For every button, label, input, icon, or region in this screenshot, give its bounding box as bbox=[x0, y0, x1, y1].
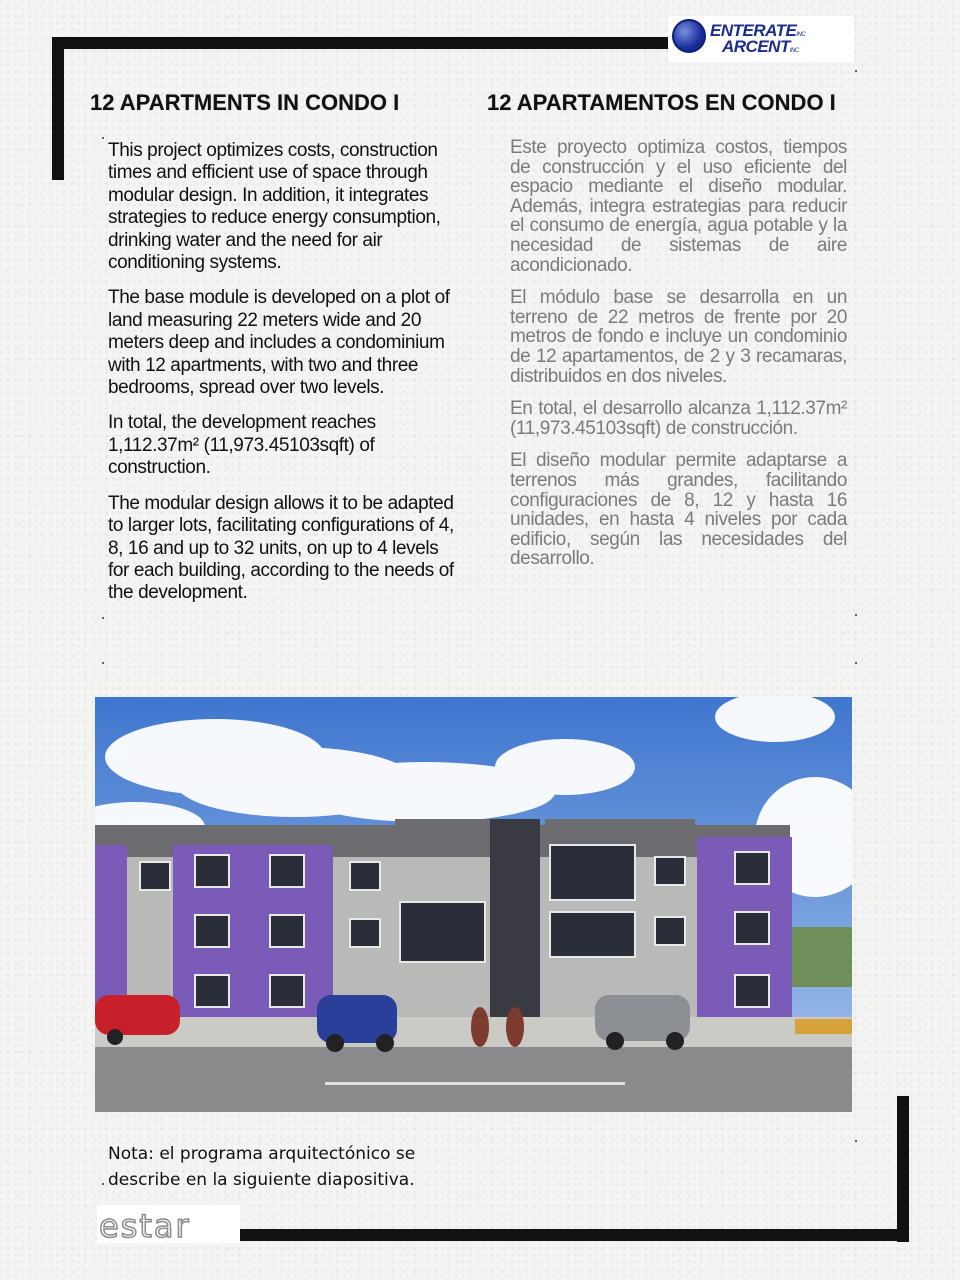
guide-dot bbox=[855, 1140, 857, 1142]
estar-logo bbox=[97, 1205, 240, 1243]
spanish-heading: 12 APARTAMENTOS EN CONDO I bbox=[487, 90, 836, 115]
guide-dot bbox=[855, 70, 857, 72]
logo-line-2: ARCENTINC bbox=[722, 37, 799, 56]
english-heading: 12 APARTMENTS IN CONDO I bbox=[90, 90, 400, 115]
english-text-column bbox=[108, 140, 463, 618]
globe-icon bbox=[672, 19, 706, 53]
building-rendering bbox=[95, 697, 852, 1112]
spanish-text-column bbox=[510, 138, 847, 582]
note-line-2: describe en la siguiente diapositiva. bbox=[108, 1170, 415, 1190]
frame-top-bar bbox=[52, 37, 692, 49]
estar-logo-text: estar bbox=[99, 1207, 191, 1245]
guide-dot bbox=[102, 137, 104, 139]
english-paragraph: This project optimizes costs, construction times and efficient use of space through modular design. In addition, it integrates strategies to reduce energy consumption, drinking water and the need for air conditioning systems. bbox=[108, 140, 441, 274]
street bbox=[95, 1047, 852, 1112]
building bbox=[95, 819, 792, 1020]
spanish-paragraph: Este proyecto optimiza costos, tiempos de construcción y el uso eficiente del espacio mediante el diseño modular. Además, integra estrategias para reducir el consumo de energía, agua potable y la necesidad de sistemas de aire acondicionado. bbox=[510, 137, 847, 276]
guide-dot bbox=[102, 617, 104, 619]
enterate-arcent-logo bbox=[668, 16, 854, 62]
guide-dot bbox=[102, 1183, 104, 1185]
guide-dot bbox=[102, 662, 104, 664]
note-line-1: Nota: el programa arquitectónico se bbox=[108, 1144, 416, 1164]
logo-line-1: ENTERATEINC bbox=[710, 21, 806, 40]
frame-left-bar bbox=[52, 37, 64, 180]
lane-marking bbox=[325, 1082, 625, 1085]
frame-right-bar bbox=[897, 1096, 909, 1242]
english-paragraph: In total, the development reaches 1,112.37m² (11,973.45103sqft) of construction. bbox=[108, 412, 376, 479]
spanish-paragraph: El diseño modular permite adaptarse a terrenos más grandes, facilitando configuraciones de 8, 12 y hasta 16 unidades, en hasta 4 niveles por cada edificio, según las necesidades del desarrollo. bbox=[510, 450, 847, 570]
flower-bed bbox=[795, 1019, 852, 1034]
spanish-paragraph: El módulo base se desarrolla en un terreno de 22 metros de frente por 20 metros de fondo e incluye un condominio de 12 apartamentos, de 2 y 3 recamaras, distribuidos en dos niveles. bbox=[510, 287, 847, 387]
guide-dot bbox=[855, 614, 857, 616]
english-paragraph: The modular design allows it to be adapted to larger lots, facilitating configurations of 4, 8, 16 and up to 32 units, on up to 4 levels for each building, according to the needs of the development. bbox=[108, 492, 454, 604]
english-paragraph: The base module is developed on a plot of land measuring 22 meters wide and 20 meters deep and includes a condominium with 12 apartments, with two and three bedrooms, spread over two levels. bbox=[108, 287, 450, 399]
frame-bottom-bar bbox=[240, 1229, 909, 1241]
note-text bbox=[108, 1141, 438, 1193]
trees bbox=[785, 927, 852, 987]
spanish-paragraph: En total, el desarrollo alcanza 1,112.37m² (11,973.45103sqft) de construcción. bbox=[510, 398, 847, 439]
guide-dot bbox=[855, 662, 857, 664]
